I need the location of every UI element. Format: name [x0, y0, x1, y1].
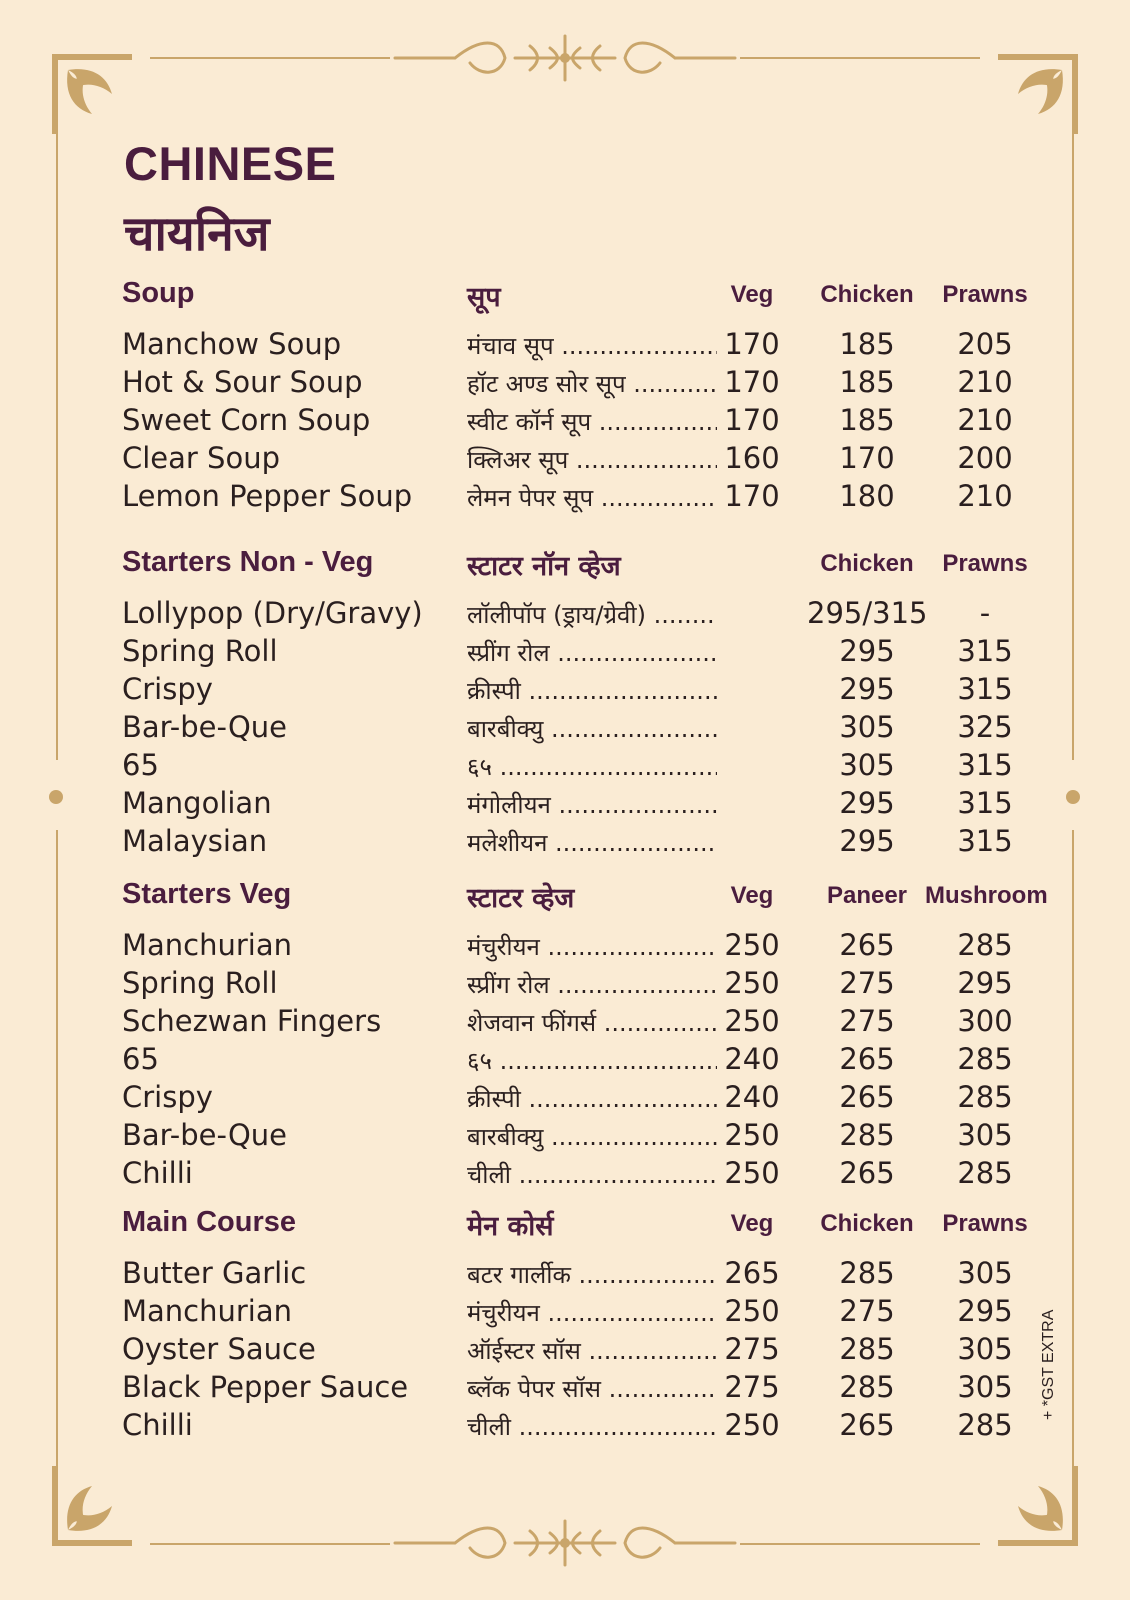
- top-rule-right: [740, 57, 980, 59]
- left-ornament-dot: [49, 790, 63, 804]
- price: 315: [957, 634, 1013, 668]
- price: 305: [957, 1332, 1013, 1366]
- price: 285: [957, 928, 1013, 962]
- col-header-chicken: Chicken: [820, 550, 914, 577]
- price: 250: [724, 1156, 780, 1190]
- price: 200: [957, 441, 1013, 475]
- item-name: Manchurian: [122, 1294, 293, 1328]
- section-title-hindi: मेन कोर्स: [467, 1211, 554, 1242]
- col-header-veg: Veg: [730, 882, 774, 909]
- page-title: CHINESE: [124, 137, 337, 190]
- item-list: [122, 928, 1072, 1194]
- item-name: Chilli: [122, 1156, 193, 1190]
- item-name: Crispy: [122, 1080, 213, 1114]
- menu-item: [122, 1042, 1072, 1080]
- item-name: Crispy: [122, 672, 213, 706]
- price: 170: [724, 365, 780, 399]
- top-rule-left: [150, 57, 390, 59]
- item-name: Mangolian: [122, 786, 272, 820]
- col-header-prawns: Prawns: [942, 1210, 1028, 1237]
- corner-ornament-bottom-left: [52, 1466, 132, 1546]
- price: 305: [839, 748, 895, 782]
- price: 275: [839, 1004, 895, 1038]
- item-name-hindi: स्प्रींग रोल .....: [467, 636, 717, 669]
- menu-item: [122, 672, 1072, 710]
- price: 250: [724, 1004, 780, 1038]
- item-list: [122, 1256, 1072, 1446]
- price: 285: [839, 1118, 895, 1152]
- price: 265: [724, 1256, 780, 1290]
- item-name: Chilli: [122, 1408, 193, 1442]
- corner-ornament-top-left: [52, 54, 132, 134]
- menu-item: [122, 1080, 1072, 1118]
- page-title-hindi: चायनिज: [124, 206, 270, 262]
- section-header: [122, 277, 1072, 317]
- menu-item: [122, 596, 1072, 634]
- price: 250: [724, 1294, 780, 1328]
- price: 275: [724, 1332, 780, 1366]
- price: 250: [724, 966, 780, 1000]
- item-name-hindi: बारबीक्यु .....: [467, 1120, 717, 1153]
- item-name: Malaysian: [122, 824, 268, 858]
- menu-item: [122, 1294, 1072, 1332]
- price: 315: [957, 824, 1013, 858]
- price: 170: [724, 327, 780, 361]
- item-name: Lemon Pepper Soup: [122, 479, 413, 513]
- item-name: Manchurian: [122, 928, 293, 962]
- price: 285: [957, 1408, 1013, 1442]
- price: 325: [957, 710, 1013, 744]
- item-name: Schezwan Fingers: [122, 1004, 382, 1038]
- item-name-hindi: क्लिअर सूप .....: [467, 443, 717, 476]
- price: 285: [839, 1256, 895, 1290]
- price: 295: [839, 786, 895, 820]
- item-name-hindi: मलेशीयन .....: [467, 826, 717, 859]
- price: 170: [724, 403, 780, 437]
- col-header-chicken: Chicken: [820, 281, 914, 308]
- price: 265: [839, 1080, 895, 1114]
- price: 315: [957, 786, 1013, 820]
- price: 305: [957, 1118, 1013, 1152]
- price: 305: [957, 1256, 1013, 1290]
- item-name: Bar-be-Que: [122, 1118, 288, 1152]
- price: 275: [724, 1370, 780, 1404]
- price: 250: [724, 1408, 780, 1442]
- menu-item: [122, 1408, 1072, 1446]
- item-name-hindi: ऑईस्टर सॉस .....: [467, 1334, 717, 1367]
- section-header: [122, 1206, 1072, 1246]
- section-title: Starters Non - Veg: [122, 546, 374, 578]
- item-name: Spring Roll: [122, 634, 278, 668]
- item-name-hindi: लेमन पेपर सूप .....: [467, 481, 717, 514]
- item-name-hindi: स्वीट कॉर्न सूप .....: [467, 405, 717, 438]
- gst-note: + *GST EXTRA: [1040, 1309, 1057, 1420]
- item-name: Bar-be-Que: [122, 710, 288, 744]
- price: 210: [957, 403, 1013, 437]
- price: 160: [724, 441, 780, 475]
- item-name-hindi: ब्लॅक पेपर सॉस .....: [467, 1372, 717, 1405]
- menu-item: [122, 1370, 1072, 1408]
- menu-item: [122, 403, 1072, 441]
- price: 240: [724, 1080, 780, 1114]
- price: 205: [957, 327, 1013, 361]
- menu-item: [122, 786, 1072, 824]
- price: 185: [839, 365, 895, 399]
- item-name-hindi: चीली .....: [467, 1158, 717, 1191]
- price: 295: [839, 824, 895, 858]
- section-title-hindi: सूप: [467, 282, 501, 313]
- menu-item: [122, 1256, 1072, 1294]
- price: 315: [957, 748, 1013, 782]
- menu-item: [122, 824, 1072, 862]
- corner-ornament-bottom-right: [998, 1466, 1078, 1546]
- col-header-chicken: Chicken: [820, 1210, 914, 1237]
- item-name-hindi: मंचुरीयन .....: [467, 930, 717, 963]
- item-name: Manchow Soup: [122, 327, 342, 361]
- menu-item: [122, 479, 1072, 517]
- price: 305: [839, 710, 895, 744]
- col-header-veg: Veg: [730, 281, 774, 308]
- col-header-prawns: Prawns: [942, 550, 1028, 577]
- section-soup: [122, 277, 1072, 517]
- price: 265: [839, 1156, 895, 1190]
- price: 180: [839, 479, 895, 513]
- section-starters-veg: [122, 878, 1072, 1194]
- section-title: Starters Veg: [122, 878, 292, 910]
- item-name-hindi: मंगोलीयन .....: [467, 788, 717, 821]
- corner-ornament-top-right: [998, 54, 1078, 134]
- item-name: Hot & Sour Soup: [122, 365, 363, 399]
- price: 285: [839, 1332, 895, 1366]
- section-title-hindi: स्टाटर नॉन व्हेज: [467, 551, 621, 582]
- section-starters-nonveg: [122, 546, 1072, 862]
- item-name-hindi: बारबीक्यु .....: [467, 712, 717, 745]
- item-name-hindi: हॉट अण्ड सोर सूप .....: [467, 367, 717, 400]
- price: 295: [957, 966, 1013, 1000]
- item-name: Clear Soup: [122, 441, 280, 475]
- menu-item: [122, 748, 1072, 786]
- price: 170: [724, 479, 780, 513]
- price: 275: [839, 966, 895, 1000]
- top-center-ornament: [385, 28, 745, 88]
- menu-item: [122, 928, 1072, 966]
- menu-item: [122, 1156, 1072, 1194]
- item-name-hindi: मंचाव सूप .....: [467, 329, 717, 362]
- item-name: 65: [122, 748, 159, 782]
- menu-item: [122, 966, 1072, 1004]
- price: 275: [839, 1294, 895, 1328]
- price: 285: [957, 1080, 1013, 1114]
- section-main-course: [122, 1206, 1072, 1446]
- col-header-prawns: Prawns: [942, 281, 1028, 308]
- price: 170: [839, 441, 895, 475]
- item-name-hindi: क्रीस्पी .....: [467, 674, 717, 707]
- item-name: Butter Garlic: [122, 1256, 307, 1290]
- price: 285: [957, 1042, 1013, 1076]
- price: 185: [839, 403, 895, 437]
- menu-item: [122, 365, 1072, 403]
- item-name: Sweet Corn Soup: [122, 403, 371, 437]
- price: 210: [957, 479, 1013, 513]
- menu-item: [122, 327, 1072, 365]
- price: 295: [839, 672, 895, 706]
- price: -: [979, 596, 991, 630]
- col-header-veg: Veg: [730, 1210, 774, 1237]
- section-title: Soup: [122, 277, 195, 309]
- price: 295/315: [807, 596, 928, 630]
- col-header-paneer: Paneer: [826, 882, 908, 909]
- item-name-hindi: क्रीस्पी .....: [467, 1082, 717, 1115]
- item-name-hindi: शेजवान फींगर्स .....: [467, 1006, 717, 1039]
- item-name: Spring Roll: [122, 966, 278, 1000]
- price: 305: [957, 1370, 1013, 1404]
- item-name: Lollypop (Dry/Gravy): [122, 596, 423, 630]
- item-name: Oyster Sauce: [122, 1332, 316, 1366]
- price: 265: [839, 1408, 895, 1442]
- item-name-hindi: लॉलीपॉप (ड्राय/ग्रेवी) .....: [467, 598, 717, 631]
- menu-item: [122, 441, 1072, 479]
- col-header-mushroom: Mushroom: [925, 882, 1048, 909]
- price: 210: [957, 365, 1013, 399]
- price: 295: [957, 1294, 1013, 1328]
- price: 300: [957, 1004, 1013, 1038]
- bottom-rule-left: [150, 1543, 390, 1545]
- menu-item: [122, 1004, 1072, 1042]
- price: 250: [724, 928, 780, 962]
- bottom-rule-right: [740, 1543, 980, 1545]
- price: 265: [839, 928, 895, 962]
- item-name-hindi: ६५ .....: [467, 1044, 717, 1077]
- menu-item: [122, 1332, 1072, 1370]
- item-name-hindi: बटर गार्लीक .....: [467, 1258, 717, 1291]
- item-name-hindi: ६५ .....: [467, 750, 717, 783]
- item-name: Black Pepper Sauce: [122, 1370, 409, 1404]
- price: 315: [957, 672, 1013, 706]
- price: 240: [724, 1042, 780, 1076]
- menu-item: [122, 710, 1072, 748]
- price: 285: [957, 1156, 1013, 1190]
- bottom-center-ornament: [385, 1513, 745, 1573]
- item-name-hindi: मंचुरीयन .....: [467, 1296, 717, 1329]
- price: 265: [839, 1042, 895, 1076]
- section-header: [122, 546, 1072, 586]
- section-header: [122, 878, 1072, 918]
- price: 250: [724, 1118, 780, 1152]
- price: 185: [839, 327, 895, 361]
- item-list: [122, 327, 1072, 517]
- item-name-hindi: चीली .....: [467, 1410, 717, 1443]
- section-title-hindi: स्टाटर व्हेज: [467, 883, 575, 914]
- menu-item: [122, 634, 1072, 672]
- price: 295: [839, 634, 895, 668]
- item-name: 65: [122, 1042, 159, 1076]
- item-name-hindi: स्प्रींग रोल .....: [467, 968, 717, 1001]
- item-list: [122, 596, 1072, 862]
- section-title: Main Course: [122, 1206, 297, 1238]
- menu-item: [122, 1118, 1072, 1156]
- price: 285: [839, 1370, 895, 1404]
